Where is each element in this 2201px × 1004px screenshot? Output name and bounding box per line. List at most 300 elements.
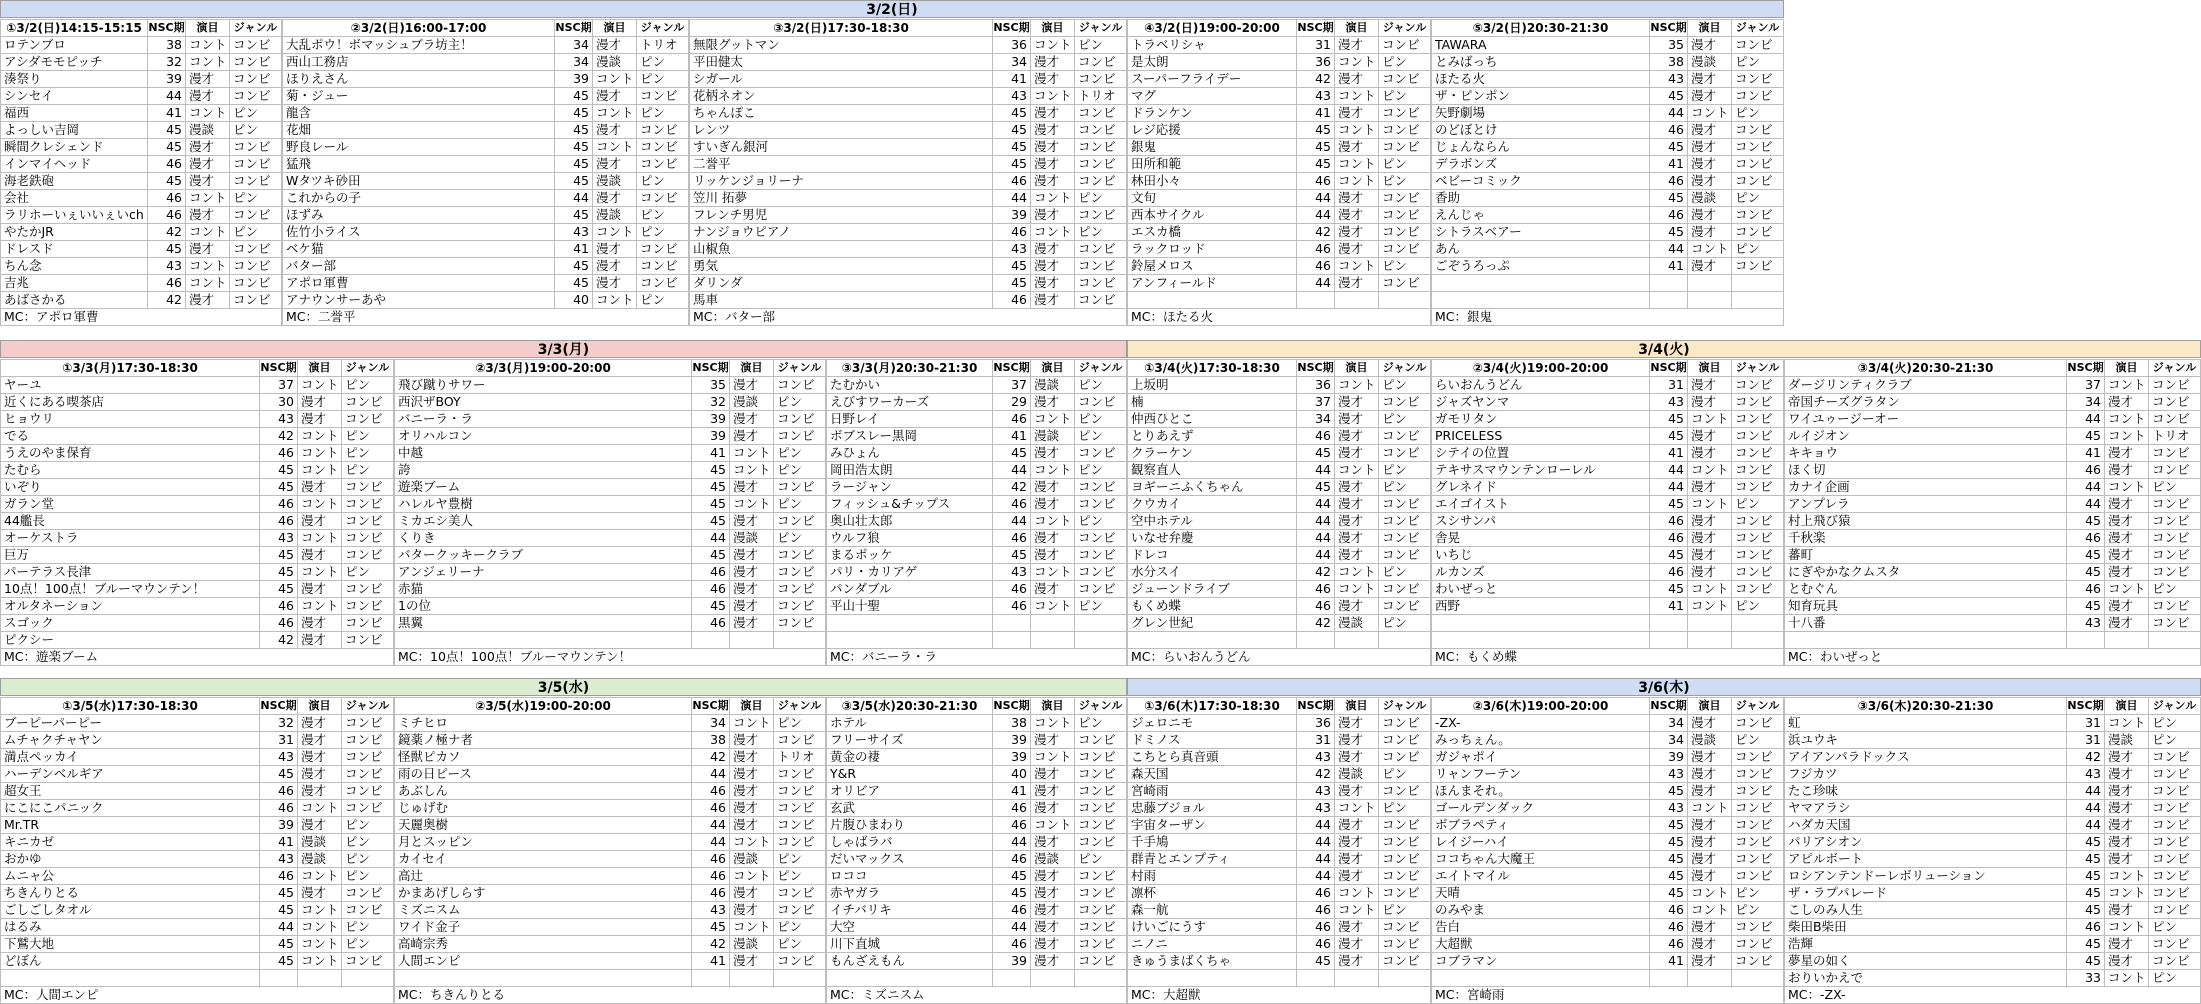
act-type: 漫才: [730, 564, 774, 581]
nsc-term: 46: [1297, 936, 1335, 953]
nsc-header: NSC期: [260, 698, 298, 715]
genre-header: ジャンル: [1075, 698, 1127, 715]
nsc-term: 42: [692, 936, 730, 953]
table-row: [1128, 902, 1431, 919]
session-title: ①3/5(水)17:30-18:30: [1, 698, 260, 715]
performer-name: 無限グットマン: [690, 37, 993, 54]
act-type: [1335, 292, 1379, 309]
session-header-row: [1128, 20, 1431, 37]
performer-name: 知育玩具: [1785, 598, 2067, 615]
unit-type: コンビ: [1732, 530, 1784, 547]
nsc-term: 44: [692, 834, 730, 851]
table-row: [1432, 902, 1784, 919]
performer-name: えんじゃ: [1432, 207, 1650, 224]
performer-name: ロシアンテンドーレボリューション: [1785, 868, 2067, 885]
table-row: [827, 411, 1127, 428]
unit-type: ピン: [1075, 462, 1127, 479]
table-row: [690, 258, 1127, 275]
session-header-row: [827, 698, 1127, 715]
table-row: [1432, 207, 1784, 224]
performer-name: イチバリキ: [827, 902, 993, 919]
nsc-term: 43: [1650, 71, 1688, 88]
session-title: ②3/6(木)19:00-20:00: [1432, 698, 1650, 715]
unit-type: コンビ: [774, 513, 826, 530]
nsc-term: 46: [993, 936, 1031, 953]
performer-name: かまあげしらす: [395, 885, 692, 902]
genre-header: ジャンル: [1732, 698, 1784, 715]
unit-type: コンビ: [2149, 953, 2201, 970]
table-row: [1432, 54, 1784, 71]
unit-type: [1075, 615, 1127, 632]
table-row: [283, 122, 689, 139]
schedule-grid: [0, 697, 394, 1004]
performer-name: ワイド金子: [395, 919, 692, 936]
act-type: 漫談: [593, 173, 637, 190]
nsc-term: [1297, 292, 1335, 309]
act-type: 漫才: [186, 173, 230, 190]
table-row: [1128, 54, 1431, 71]
unit-type: コンビ: [1379, 715, 1431, 732]
table-row: [690, 105, 1127, 122]
unit-type: [1379, 970, 1431, 987]
performer-name: カナイ企画: [1785, 479, 2067, 496]
nsc-term: 43: [1297, 749, 1335, 766]
session-title: ③3/3(月)20:30-21:30: [827, 360, 993, 377]
unit-type: ピン: [342, 564, 394, 581]
nsc-term: 42: [2067, 749, 2105, 766]
nsc-term: 41: [555, 241, 593, 258]
nsc-term: [2067, 632, 2105, 649]
performer-name: [1128, 632, 1297, 649]
act-type: 漫才: [730, 513, 774, 530]
table-row: [1128, 258, 1431, 275]
nsc-term: 45: [993, 445, 1031, 462]
nsc-term: 45: [1297, 445, 1335, 462]
act-type: 漫才: [1688, 156, 1732, 173]
table-row: [1128, 547, 1431, 564]
act-type: 漫才: [1031, 275, 1075, 292]
genre-header: ジャンル: [342, 360, 394, 377]
performer-name: ピクシー: [1, 632, 260, 649]
table-row: [1, 851, 394, 868]
act-type: コント: [1335, 54, 1379, 71]
performer-name: 帝国チーズグラタン: [1785, 394, 2067, 411]
performer-name: くりき: [395, 530, 692, 547]
table-row: [827, 632, 1127, 649]
performer-name: レンツ: [690, 122, 993, 139]
table-row: [1, 377, 394, 394]
nsc-header: NSC期: [1297, 698, 1335, 715]
performer-name: ハーデンベルギア: [1, 766, 260, 783]
unit-type: コンビ: [1379, 122, 1431, 139]
nsc-header: NSC期: [2067, 360, 2105, 377]
nsc-term: 44: [148, 88, 186, 105]
unit-type: コンビ: [1732, 851, 1784, 868]
type-header: 演目: [1688, 360, 1732, 377]
performer-name: リャンフーテン: [1432, 766, 1650, 783]
mc-row: [1432, 649, 1784, 666]
table-row: [1432, 258, 1784, 275]
nsc-term: 44: [993, 190, 1031, 207]
table-row: [1785, 715, 2201, 732]
nsc-term: 45: [1650, 851, 1688, 868]
performer-name: スーパーフライデー: [1128, 71, 1297, 88]
session-header-row: [1432, 360, 1784, 377]
performer-name: ジェロニモ: [1128, 715, 1297, 732]
unit-type: コンビ: [1732, 258, 1784, 275]
nsc-term: 45: [2067, 902, 2105, 919]
performer-name: 仲西ひとこ: [1128, 411, 1297, 428]
unit-type: ピン: [774, 496, 826, 513]
nsc-term: 44: [1297, 817, 1335, 834]
performer-name: ちん念: [1, 258, 148, 275]
nsc-term: 44: [2067, 496, 2105, 513]
performer-name: けいごにうす: [1128, 919, 1297, 936]
session-title: ⑤3/2(日)20:30-21:30: [1432, 20, 1650, 37]
unit-type: コンビ: [774, 732, 826, 749]
performer-name: ムニャ公: [1, 868, 260, 885]
act-type: 漫才: [1335, 207, 1379, 224]
act-type: 漫才: [730, 598, 774, 615]
table-row: [395, 598, 826, 615]
act-type: 漫才: [1688, 817, 1732, 834]
performer-name: 大乱ポウ！ボマッシュブラ坊主！: [283, 37, 555, 54]
act-type: 漫才: [1688, 173, 1732, 190]
unit-type: コンビ: [1732, 766, 1784, 783]
nsc-term: 36: [1297, 715, 1335, 732]
performer-name: ザ・ラプパレード: [1785, 885, 2067, 902]
act-type: コント: [730, 462, 774, 479]
act-type: コント: [593, 105, 637, 122]
table-row: [1, 581, 394, 598]
act-type: 漫才: [1335, 105, 1379, 122]
act-type: コント: [1031, 462, 1075, 479]
performer-name: こちとら真音頭: [1128, 749, 1297, 766]
act-type: 漫才: [1031, 122, 1075, 139]
nsc-term: 45: [1650, 428, 1688, 445]
unit-type: コンビ: [774, 377, 826, 394]
table-row: [1128, 919, 1431, 936]
performer-name: アンフィールド: [1128, 275, 1297, 292]
performer-name: ザ・ピンポン: [1432, 88, 1650, 105]
act-type: コント: [298, 428, 342, 445]
genre-header: ジャンル: [774, 698, 826, 715]
table-row: [395, 462, 826, 479]
table-row: [395, 445, 826, 462]
unit-type: ピン: [1075, 715, 1127, 732]
nsc-term: 46: [260, 598, 298, 615]
performer-name: ブーピーパーピー: [1, 715, 260, 732]
act-type: コント: [186, 105, 230, 122]
unit-type: ピン: [1075, 411, 1127, 428]
nsc-term: 45: [148, 122, 186, 139]
performer-name: うえのやま保育: [1, 445, 260, 462]
performer-name: バニーラ・ラ: [395, 411, 692, 428]
nsc-header: NSC期: [148, 20, 186, 37]
mc-label: MC：わいぜっと: [1785, 649, 2201, 666]
act-type: 漫才: [1688, 71, 1732, 88]
act-type: 漫才: [593, 275, 637, 292]
act-type: 漫才: [2105, 530, 2149, 547]
session-title: ②3/4(火)19:00-20:00: [1432, 360, 1650, 377]
table-row: [1, 766, 394, 783]
unit-type: コンビ: [1075, 292, 1127, 309]
table-row: [1432, 496, 1784, 513]
table-row: [1128, 632, 1431, 649]
act-type: コント: [1335, 902, 1379, 919]
nsc-term: 34: [1650, 732, 1688, 749]
unit-type: ピン: [342, 462, 394, 479]
act-type: 漫才: [1031, 173, 1075, 190]
nsc-term: 39: [1650, 749, 1688, 766]
unit-type: コンビ: [1732, 122, 1784, 139]
table-row: [1128, 377, 1431, 394]
schedule-grid: [394, 359, 826, 666]
performer-name: Y&R: [827, 766, 993, 783]
performer-name: 舎晃: [1432, 530, 1650, 547]
performer-name: ベケ猫: [283, 241, 555, 258]
performer-name: 村雨: [1128, 868, 1297, 885]
act-type: コント: [298, 564, 342, 581]
nsc-term: 39: [260, 817, 298, 834]
unit-type: コンビ: [2149, 377, 2201, 394]
unit-type: コンビ: [2149, 851, 2201, 868]
table-row: [395, 885, 826, 902]
table-row: [395, 715, 826, 732]
performer-name: ゴールデンダック: [1432, 800, 1650, 817]
table-row: [1432, 547, 1784, 564]
unit-type: コンビ: [1379, 241, 1431, 258]
table-row: [1432, 71, 1784, 88]
table-row: [1128, 868, 1431, 885]
nsc-term: 42: [692, 749, 730, 766]
nsc-term: 46: [993, 581, 1031, 598]
unit-type: ピン: [2149, 479, 2201, 496]
performer-name: 花柄ネオン: [690, 88, 993, 105]
nsc-term: 45: [260, 564, 298, 581]
nsc-term: 43: [555, 224, 593, 241]
genre-header: ジャンル: [2149, 360, 2201, 377]
unit-type: ピン: [1075, 428, 1127, 445]
performer-name: ドレスド: [1, 241, 148, 258]
performer-name: オリハルコン: [395, 428, 692, 445]
schedule-grid: [1784, 359, 2201, 666]
unit-type: コンビ: [2149, 936, 2201, 953]
table-row: [1, 564, 394, 581]
table-row: [827, 496, 1127, 513]
performer-name: 夢星の如く: [1785, 953, 2067, 970]
act-type: 漫談: [730, 530, 774, 547]
unit-type: コンビ: [774, 834, 826, 851]
mc-row: [1128, 309, 1431, 326]
performer-name: みっちぇん。: [1432, 732, 1650, 749]
act-type: 漫才: [1688, 851, 1732, 868]
nsc-term: 45: [993, 547, 1031, 564]
performer-name: オリビア: [827, 783, 993, 800]
nsc-term: 35: [692, 377, 730, 394]
unit-type: コンビ: [2149, 411, 2201, 428]
act-type: 漫才: [1335, 749, 1379, 766]
table-row: [690, 71, 1127, 88]
table-row: [827, 851, 1127, 868]
act-type: 漫才: [593, 122, 637, 139]
table-row: [827, 445, 1127, 462]
nsc-term: 34: [555, 54, 593, 71]
act-type: 漫談: [1031, 851, 1075, 868]
nsc-term: 39: [993, 749, 1031, 766]
table-row: [827, 919, 1127, 936]
performer-name: 平山十聖: [827, 598, 993, 615]
nsc-term: 46: [1297, 241, 1335, 258]
act-type: 漫才: [1335, 513, 1379, 530]
performer-name: すいぎん銀河: [690, 139, 993, 156]
nsc-term: 46: [1650, 207, 1688, 224]
nsc-term: 43: [1650, 800, 1688, 817]
performer-name: ガラン堂: [1, 496, 260, 513]
unit-type: コンビ: [1075, 479, 1127, 496]
table-row: [1432, 139, 1784, 156]
unit-type: ピン: [1075, 37, 1127, 54]
unit-type: ピン: [1075, 190, 1127, 207]
unit-type: コンビ: [2149, 513, 2201, 530]
act-type: 漫才: [1335, 241, 1379, 258]
performer-name: 巨万: [1, 547, 260, 564]
unit-type: ピン: [1379, 156, 1431, 173]
nsc-term: 44: [1297, 207, 1335, 224]
table-row: [1, 88, 282, 105]
unit-type: ピン: [1379, 564, 1431, 581]
performer-name: どぼん: [1, 953, 260, 970]
schedule-grid: [826, 697, 1127, 1004]
table-row: [1785, 766, 2201, 783]
unit-type: コンビ: [2149, 615, 2201, 632]
table-row: [1785, 783, 2201, 800]
nsc-term: 45: [1297, 156, 1335, 173]
performer-name: パリ・カリアゲ: [827, 564, 993, 581]
type-header: 演目: [298, 360, 342, 377]
act-type: コント: [1031, 513, 1075, 530]
unit-type: コンビ: [2149, 902, 2201, 919]
act-type: コント: [1031, 88, 1075, 105]
nsc-term: 34: [1650, 715, 1688, 732]
unit-type: コンビ: [1379, 513, 1431, 530]
unit-type: ピン: [1732, 496, 1784, 513]
nsc-term: 46: [1650, 936, 1688, 953]
unit-type: コンビ: [1379, 919, 1431, 936]
table-row: [1128, 275, 1431, 292]
performer-name: ココちゃん大魔王: [1432, 851, 1650, 868]
table-row: [1128, 885, 1431, 902]
unit-type: コンビ: [342, 885, 394, 902]
unit-type: コンビ: [342, 749, 394, 766]
unit-type: ピン: [774, 919, 826, 936]
table-row: [690, 275, 1127, 292]
table-row: [1785, 394, 2201, 411]
performer-name: 西本サイクル: [1128, 207, 1297, 224]
unit-type: コンビ: [2149, 445, 2201, 462]
performer-name: 蕃町: [1785, 547, 2067, 564]
performer-name: アナウンサーあや: [283, 292, 555, 309]
performer-name: PRICELESS: [1432, 428, 1650, 445]
table-row: [1432, 936, 1784, 953]
act-type: 漫才: [1031, 496, 1075, 513]
act-type: コント: [2105, 715, 2149, 732]
unit-type: コンビ: [342, 632, 394, 649]
act-type: 漫才: [1688, 547, 1732, 564]
unit-type: ピン: [230, 122, 282, 139]
act-type: 漫才: [730, 749, 774, 766]
act-type: 漫才: [298, 615, 342, 632]
unit-type: ピン: [774, 394, 826, 411]
performer-name: 片腹ひまわり: [827, 817, 993, 834]
nsc-term: 46: [260, 513, 298, 530]
performer-name: 近くにある喫茶店: [1, 394, 260, 411]
performer-name: おかゆ: [1, 851, 260, 868]
genre-header: ジャンル: [2149, 698, 2201, 715]
act-type: コント: [1688, 241, 1732, 258]
unit-type: コンビ: [342, 715, 394, 732]
nsc-term: 45: [555, 88, 593, 105]
table-row: [690, 190, 1127, 207]
act-type: コント: [593, 292, 637, 309]
nsc-term: 42: [1297, 766, 1335, 783]
table-row: [1128, 122, 1431, 139]
table-row: [1785, 936, 2201, 953]
session-header-row: [1785, 360, 2201, 377]
unit-type: ピン: [1379, 54, 1431, 71]
unit-type: ピン: [1075, 377, 1127, 394]
performer-name: 天麗奥樹: [395, 817, 692, 834]
act-type: 漫才: [1031, 394, 1075, 411]
performer-name: 玄武: [827, 800, 993, 817]
unit-type: ピン: [1379, 377, 1431, 394]
performer-name: 湊祭り: [1, 71, 148, 88]
table-row: [1432, 37, 1784, 54]
performer-name: エスカ橋: [1128, 224, 1297, 241]
performer-name: たこ珍味: [1785, 783, 2067, 800]
nsc-term: 46: [1297, 258, 1335, 275]
unit-type: コンビ: [637, 258, 689, 275]
act-type: 漫才: [730, 547, 774, 564]
nsc-term: 31: [2067, 732, 2105, 749]
act-type: コント: [1688, 105, 1732, 122]
table-row: [1128, 851, 1431, 868]
nsc-term: 34: [2067, 394, 2105, 411]
act-type: コント: [1031, 224, 1075, 241]
table-row: [827, 936, 1127, 953]
performer-name: [1128, 970, 1297, 987]
nsc-term: 45: [1650, 547, 1688, 564]
session-table: [826, 697, 1127, 1004]
performer-name: あぶしん: [395, 783, 692, 800]
performer-name: 村上飛び猿: [1785, 513, 2067, 530]
performer-name: ダージリンティクラブ: [1785, 377, 2067, 394]
table-row: [1432, 105, 1784, 122]
act-type: 漫才: [1688, 783, 1732, 800]
nsc-term: 41: [1297, 105, 1335, 122]
schedule-grid: [1431, 19, 1784, 326]
mc-label: MC：宮崎雨: [1432, 987, 1784, 1004]
nsc-term: 42: [148, 224, 186, 241]
performer-name: 鈴屋メロス: [1128, 258, 1297, 275]
act-type: 漫才: [1688, 513, 1732, 530]
table-row: [1785, 868, 2201, 885]
nsc-term: 46: [692, 581, 730, 598]
act-type: 漫才: [730, 479, 774, 496]
nsc-term: 41: [993, 783, 1031, 800]
nsc-term: 45: [692, 919, 730, 936]
performer-name: あん: [1432, 241, 1650, 258]
